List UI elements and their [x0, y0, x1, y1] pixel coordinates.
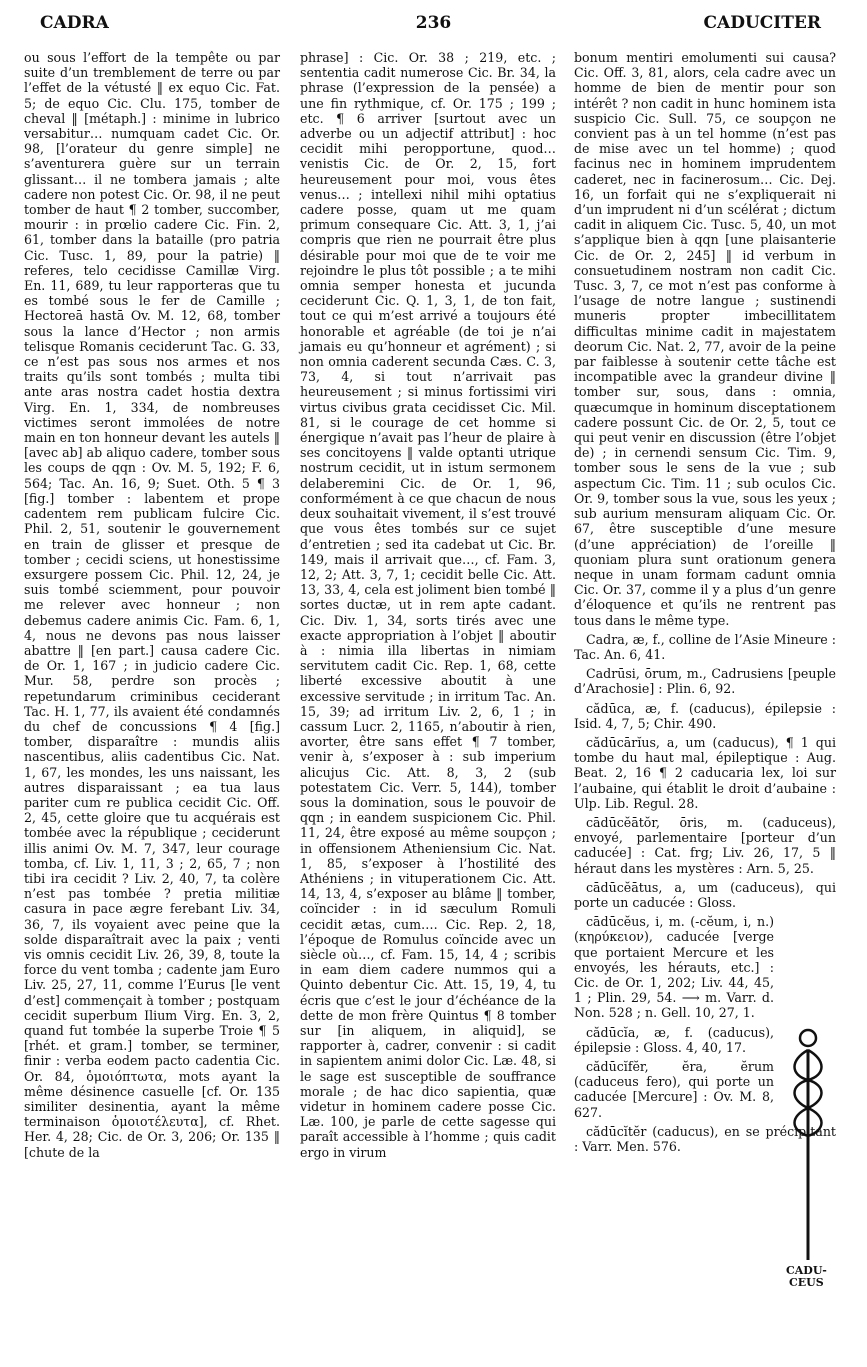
entry-cadra: Cadra, æ, f., colline de l’Asie Mineure : Tac. An. 6, 41.	[574, 631, 836, 662]
entry-caduciter: cădūcĭtĕr (caducus), en se précipitant : Varr. Men. 576.	[574, 1123, 836, 1155]
entry-caduceator: cādūcĕātŏr, ōris, m. (caduceus), envoyé, parlementaire [porteur d’un caducée] : Cat. frg; Liv. 26, 17, 5 ‖ héraut dans les mystères : Arn. 5, 25.	[574, 814, 836, 876]
figure-caption: CADU- CEUS	[786, 1264, 827, 1289]
column-3	[574, 50, 836, 1158]
entry-caduceatus: cādūcĕātus, a, um (caduceus), qui porte un caducée : Gloss.	[574, 879, 836, 910]
entry-caducia: cădūcĭa, æ, f. (caducus), épilepsie : Gloss. 4, 40, 17.	[574, 1024, 774, 1055]
header-left-word: CADRA	[40, 13, 109, 33]
column-1	[24, 50, 280, 1164]
page-number: 236	[415, 13, 452, 33]
caduceus-illustration	[780, 1020, 836, 1290]
entry-cado-part3: bonum mentiri emolumenti sui causa? Cic. Off. 3, 81, alors, cela cadre avec un homme de bien de mentir pour son intérêt ? non cadit in hunc hominem ista suspicio Cic. Sull. 75, ce soupçon ne convient pas à un tel homme (n’est pas de mise avec un tel homme) ; quod facinus nec in hominem imprudentem caderet, nec in facinerosum… Cic. Dej. 16, un forfait qui ne s’expliquerait ni d’un imprudent ni d’un scélérat ; dictum cadit in aliquem Cic. Tusc. 5, 40, un mot s’applique bien à qqn [une plaisanterie Cic. de Or. 2, 245] ‖ id verbum in consuetudinem nostram non cadit Cic. Tusc. 3, 7, ce mot n’est pas conforme à l’usage de notre langue ; sustinendi muneris propter imbecillitatem difficultas minime cadit in majestatem deorum Cic. Nat. 2, 77, avoir de la peine par faiblesse à soutenir cette tâche est incompatible avec la grandeur divine ‖ tomber sur, sous, dans : omnia, quæcumque in hominum disceptationem cadere possunt Cic. de Or. 2, 5, tout ce qui peut venir en discussion (être l’objet de) ; in cernendi sensum Cic. Tim. 9, tomber sous le sens de la vue ; sub aspectum Cic. Tim. 11 ; sub oculos Cic. Or. 9, tomber sous la vue, sous les yeux ; sub aurium mensuram aliquam Cic. Or. 67, être susceptible d’une mesure (d’une appréciation) de l’oreille ‖ quoniam plura sunt orationum genera neque in unam formam cadunt omnia Cic. Or. 37, comme il y a plus d’un genre d’éloquence et qu’ils ne rentrent pas tous dans le même type.	[574, 50, 836, 628]
entry-caduca: cădūca, æ, f. (caducus), épilepsie : Isid. 4, 7, 5; Chir. 490.	[574, 700, 836, 731]
entry-cado-part1: ou sous l’effort de la tempête ou par suite d’un tremblement de terre ou par l’effet de la vétusté ‖ ex equo Cic. Fat. 5; de equo Cic. Clu. 175, tomber de cheval ‖ [métaph.] : minime in lubrico versabitur… numquam cadet Cic. Or. 98, [l’orateur du genre simple] ne s’aventurera guère sur un terrain glissant… il ne tombera jamais ; alte cadere non potest Cic. Or. 98, il ne peut tomber de haut ¶ 2 tomber, succomber, mourir : in prœlio cadere Cic. Fin. 2, 61, tomber dans la bataille (pro patria Cic. Tusc. 1, 89, pour la patrie) ‖ referes, telo cecidisse Camillæ Virg. En. 11, 689, tu leur rapporteras que tu es tombé sous le fer de Camille ; Hectoreā hastā Ov. M. 12, 68, tomber sous la lance d’Hector ; non armis telisque Romanis ceciderunt Tac. G. 33, ce n’est pas sous nos armes et nos traits qu’ils sont tombés ; multa tibi ante aras nostra cadet hostia dextra Virg. En. 1, 334, de nombreuses victimes seront immolées de notre main en ton honneur devant les autels ‖ [avec ab] ab aliquo cadere, tomber sous les coups de qqn : Ov. M. 5, 192; F. 6, 564; Tac. An. 16, 9; Suet. Oth. 5 ¶ 3 [fig.] tomber : labentem et prope cadentem rem publicam fulcire Cic. Phil. 2, 51, soutenir le gouvernement en train de glisser et presque de tomber ; cecidi sciens, ut honestissime exsurgere possem Cic. Phil. 12, 24, je suis tombé sciemment, pour pouvoir me relever avec honneur ; non debemus cadere animis Cic. Fam. 6, 1, 4, nous ne devons pas nous laisser abattre ‖ [en part.] causa cadere Cic. de Or. 1, 167 ; in judicio cadere Cic. Mur. 58, perdre son procès ; repetundarum criminibus ceciderant Tac. H. 1, 77, ils avaient été condamnés du chef de concussions ¶ 4 [fig.] tomber, disparaître : mundis aliis nascentibus, aliis cadentibus Cic. Nat. 1, 67, les mondes, les uns naissant, les autres disparaissant ; ea tua laus pariter cum re publica cecidit Cic. Off. 2, 45, cette gloire que tu acquérais est tombée avec la république ; ceciderunt illis animi Ov. M. 7, 347, leur courage tomba, cf. Liv. 1, 11, 3 ; 2, 65, 7 ; non tibi ira cecidit ? Liv. 2, 40, 7, ta colère n’est pas tombée ? pretia militiæ casura in pace ægre ferebant Liv. 34, 36, 7, ils voyaient avec peine que la solde disparaîtrait avec la paix ; venti vis omnis cecidit Liv. 26, 39, 8, toute la force du vent tomba ; cadente jam Euro Liv. 25, 27, 11, comme l’Eurus [le vent d’est] commençait à tomber ; postquam cecidit superbum Ilium Virg. En. 3, 2, quand fut tombée la superbe Troie ¶ 5 [rhét. et gram.] tomber, se terminer, finir : verba eodem pacto cadentia Cic. Or. 84, ὁμοιόπτωτα, mots ayant la même désinence casuelle [cf. Or. 135 similiter desinentia, ayant la même terminaison ὁμοιοτέλευτα], cf. Rhet. Her. 4, 28; Cic. de Or. 3, 206; Or. 135 ‖ [chute de la	[24, 50, 280, 1160]
entry-caducifer: cădūcĭfĕr, ĕra, ĕrum (caduceus fero), qui porte un caducée [Mercure] : Ov. M. 8, 627.	[574, 1059, 774, 1120]
entry-caduceus: cādūcĕus, i, m. (-cĕum, i, n.) (κηρύκειον), caducée [verge que portaient Mercure et les envoyés, les hérauts, etc.] : Cic. de Or. 1, 202; Liv. 44, 45, 1 ; Plin. 29, 54. ⟶ m. Varr. d. Non. 528 ; n. Gell. 10, 27, 1.	[574, 914, 774, 1021]
header-right-word: CADUCITER	[703, 13, 821, 33]
column-2	[300, 50, 556, 1164]
entry-caducarius: cădūcārĭus, a, um (caducus), ¶ 1 qui tombe du haut mal, épileptique : Aug. Beat. 2, 16 ¶ 2 caducaria lex, loi sur l’aubaine, qui établit le droit d’aubaine : Ulp. Lib. Regul. 28.	[574, 734, 836, 811]
entry-cado-part2: phrase] : Cic. Or. 38 ; 219, etc. ; sententia cadit numerose Cic. Br. 34, la phrase (l’expression de la pensée) a une fin rythmique, cf. Or. 175 ; 199 ; etc. ¶ 6 arriver [surtout avec un adverbe ou un adjectif attribut] : hoc cecidit mihi peropportune, quod… venistis Cic. de Or. 2, 15, fort heureusement pour moi, vous êtes venus… ; intellexi nihil mihi optatius cadere posse, quam ut me quam primum consequare Cic. Att. 3, 1, j’ai compris que rien ne pourrait être plus désirable pour moi que de te voir me rejoindre le plus tôt possible ; a te mihi omnia semper honesta et jucunda ceciderunt Cic. Q. 1, 3, 1, de ton fait, tout ce qui m’est arrivé a toujours été honorable et agréable (de toi je n’ai jamais eu qu’honneur et agrément) ; si non omnia caderent secunda Cæs. C. 3, 73, 4, si tout n’arrivait pas heureusement ; si minus fortissimi viri virtus civibus grata cecidisset Cic. Mil. 81, si le courage de cet homme si énergique n’avait pas l’heur de plaire à ses concitoyens ‖ valde optanti utrique nostrum cecidit, ut in istum sermonem delaberemini Cic. de Or. 1, 96, conformément à ce que chacun de nous deux souhaitait vivement, il s’est trouvé que vous êtes tombés sur ce sujet d’entretien ; sed ita cadebat ut Cic. Br. 149, mais il arrivait que…, cf. Fam. 3, 12, 2; Att. 3, 7, 1; cecidit belle Cic. Att. 13, 33, 4, cela est joliment bien tombé ‖ sortes ductæ, ut in rem apte cadant. Cic. Div. 1, 34, sorts tirés avec une exacte appropriation à l’objet ‖ aboutir à : nimia illa libertas in nimiam servitutem cadit Cic. Rep. 1, 68, cette liberté excessive aboutit à une excessive servitude ; in irritum Tac. An. 15, 39; ad irritum Liv. 2, 6, 1 ; in cassum Lucr. 2, 1165, n’aboutir à rien, avorter, être sans effet ¶ 7 tomber, venir à, s’exposer à : sub imperium alicujus Cic. Att. 8, 3, 2 (sub potestatem Cic. Verr. 5, 144), tomber sous la domination, sous le pouvoir de qqn ; in eandem suspicionem Cic. Phil. 11, 24, être exposé au même soupçon ; in offensionem Atheniensium Cic. Nat. 1, 85, s’exposer à l’hostilité des Athéniens ; in vituperationem Cic. Att. 14, 13, 4, s’exposer au blâme ‖ tomber, coïncider : in id sæculum Romuli cecidit ætas, cum…. Cic. Rep. 2, 18, l’époque de Romulus coïncide avec un siècle où…, cf. Fam. 15, 14, 4 ; scribis in eam diem cadere nummos qui a Quinto debentur Cic. Att. 15, 19, 4, tu écris que c’est le jour d’échéance de la dette de mon frère Quintus ¶ 8 tomber sur [in aliquem, in aliquid], se rapporter à, cadrer, convenir : si cadit in sapientem animi dolor Cic. Læ. 48, si le sage est susceptible de souffrance morale ; de hac dico sapientia, quæ videtur in hominem cadere posse Cic. Læ. 100, je parle de cette sagesse qui paraît accessible à l’homme ; quis cadit ergo in virum	[300, 50, 556, 1160]
entry-cadrusi: Cadrūsi, ōrum, m., Cadrusiens [peuple d’Arachosie] : Plin. 6, 92.	[574, 666, 836, 697]
page-header	[0, 13, 867, 40]
